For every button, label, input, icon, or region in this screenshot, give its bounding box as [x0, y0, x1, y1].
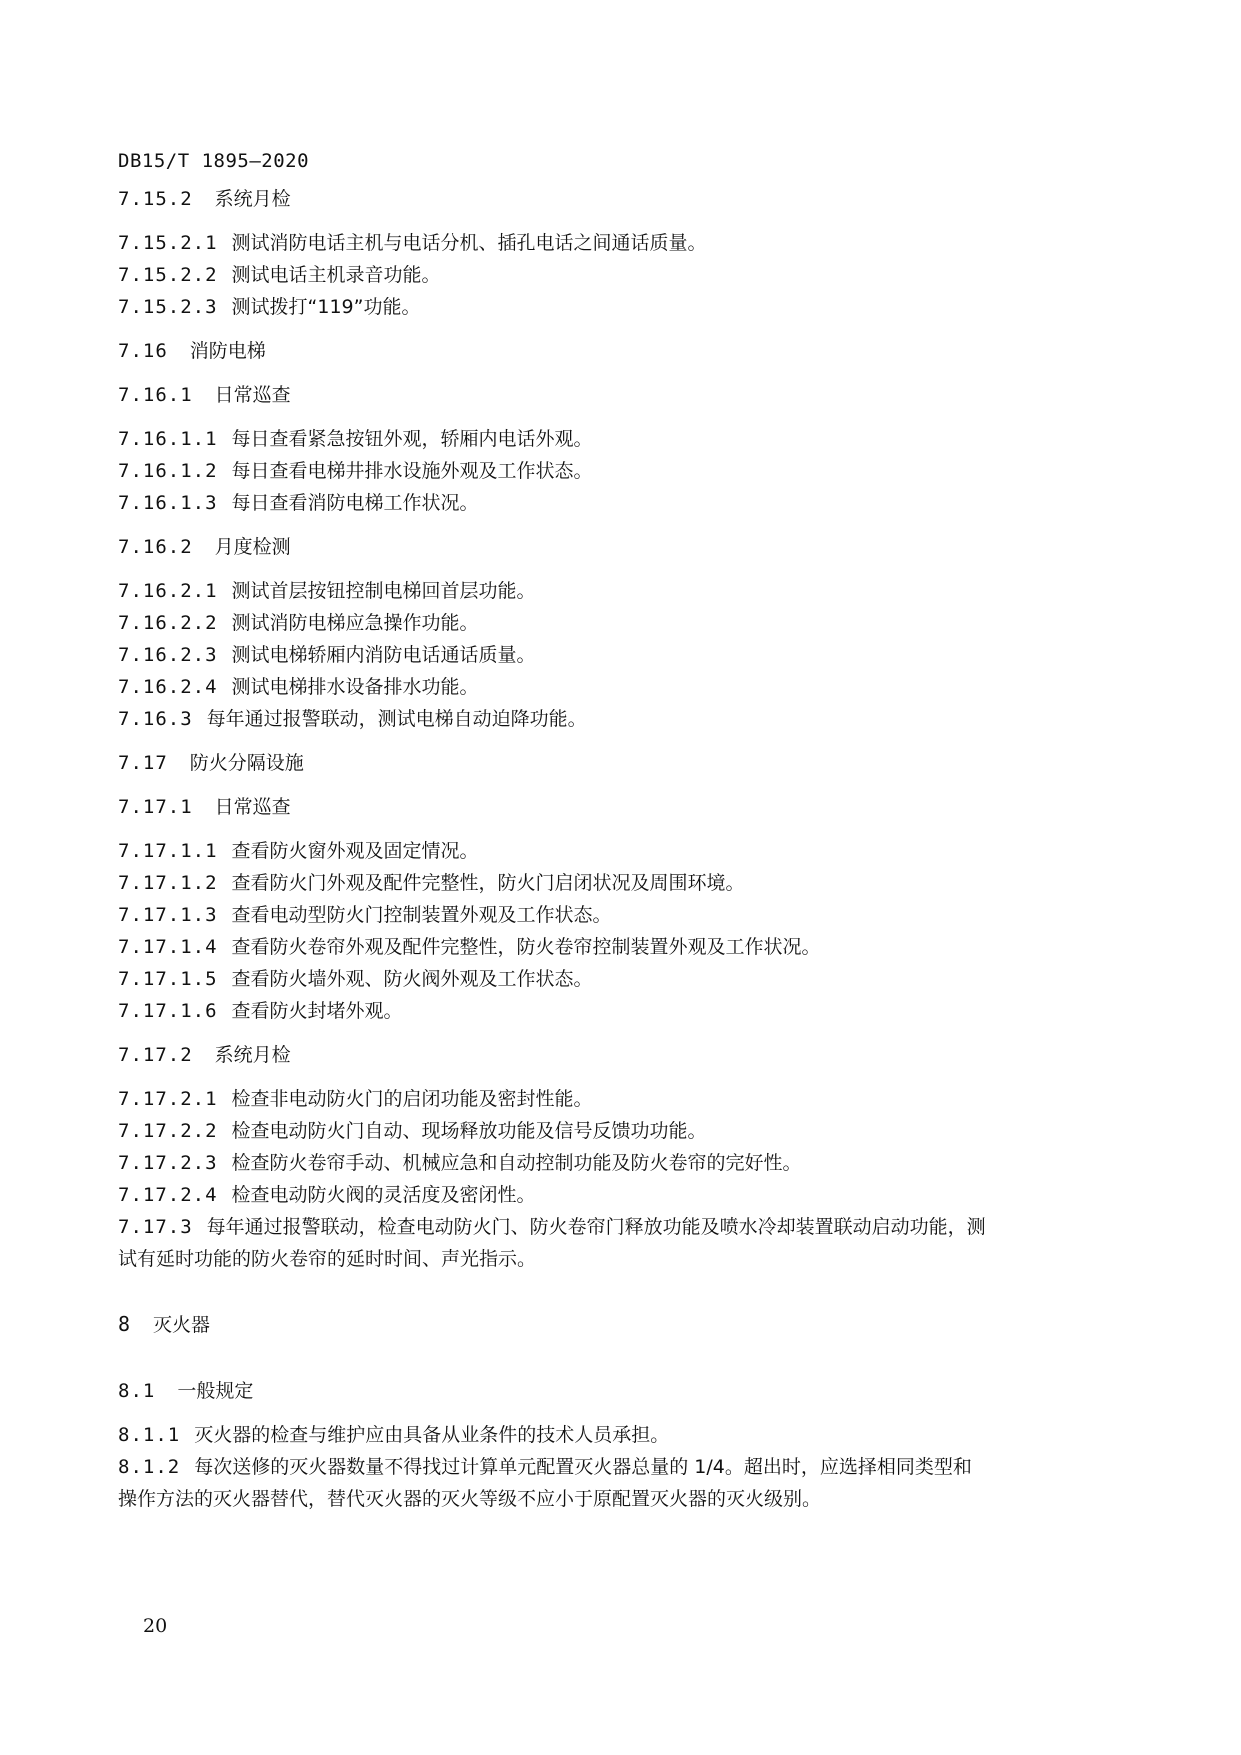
clause-number: 7.16.2.4 [118, 676, 218, 698]
clause-text: 检查电动防火门自动、现场释放功能及信号反馈功功能。 [231, 1120, 707, 1142]
clause-number: 7.17.2.1 [118, 1088, 218, 1110]
clause-number: 8.1.2 [118, 1456, 181, 1478]
clause-number: 7.16.2.3 [118, 644, 218, 666]
chapter-title: 灭火器 [153, 1314, 211, 1336]
clause-number: 7.15.2.1 [118, 232, 218, 254]
section-number: 8.1 [118, 1380, 156, 1402]
section-title: 消防电梯 [189, 340, 266, 362]
clause-text: 测试拨打“119”功能。 [231, 296, 421, 318]
clause-text: 每日查看电梯井排水设施外观及工作状态。 [231, 460, 593, 482]
clause-number: 7.17.1.2 [118, 872, 218, 894]
clause-number: 7.17.1.5 [118, 968, 218, 990]
clause-number: 7.17.1.6 [118, 1000, 218, 1022]
clause-text: 每次送修的灭火器数量不得找过计算单元配置灭火器总量的 1/4。超出时，应选择相同类型和 [194, 1456, 972, 1478]
clause-number: 7.17.2.4 [118, 1184, 218, 1206]
clause-line [118, 1212, 986, 1239]
clause-text: 测试电梯轿厢内消防电话通话质量。 [231, 644, 536, 666]
section-heading [118, 748, 304, 775]
clause-line [118, 672, 479, 699]
clause-text: 每日查看消防电梯工作状况。 [231, 492, 479, 514]
clause-number: 7.16.1.2 [118, 460, 218, 482]
clause-text: 试有延时功能的防火卷帘的延时时间、声光指示。 [118, 1248, 537, 1270]
clause-line [118, 868, 745, 895]
clause-continuation [118, 1244, 536, 1271]
clause-text: 查看防火门外观及配件完整性，防火门启闭状况及周围环境。 [231, 872, 745, 894]
clause-line [118, 608, 479, 635]
clause-line [118, 996, 403, 1023]
clause-number: 7.15.2.2 [118, 264, 218, 286]
clause-line [118, 456, 593, 483]
clause-text: 查看防火封堵外观。 [231, 1000, 403, 1022]
clause-number: 8.1.1 [118, 1424, 181, 1446]
clause-line [118, 1148, 802, 1175]
section-title: 系统月检 [214, 1044, 291, 1066]
clause-text: 测试消防电话主机与电话分机、插孔电话之间通话质量。 [231, 232, 707, 254]
clause-number: 7.16.2.1 [118, 580, 218, 602]
clause-number: 7.17.1.3 [118, 904, 218, 926]
section-number: 7.16.1 [118, 384, 193, 406]
clause-number: 7.15.2.3 [118, 296, 218, 318]
clause-line [118, 576, 536, 603]
clause-line [118, 704, 587, 731]
section-number: 7.17 [118, 752, 168, 774]
clause-text: 每年通过报警联动，测试电梯自动迫降功能。 [206, 708, 587, 730]
section-title: 防火分隔设施 [189, 752, 304, 774]
clause-text: 操作方法的灭火器替代，替代灭火器的灭火等级不应小于原配置灭火器的灭火级别。 [118, 1488, 822, 1510]
clause-number: 7.16.2.2 [118, 612, 218, 634]
clause-number: 7.17.2.3 [118, 1152, 218, 1174]
section-title: 系统月检 [214, 188, 291, 210]
clause-text: 每日查看紧急按钮外观，轿厢内电话外观。 [231, 428, 593, 450]
clause-number: 7.16.1.1 [118, 428, 218, 450]
section-number: 7.17.1 [118, 796, 193, 818]
section-heading [118, 1376, 253, 1403]
clause-text: 检查防火卷帘手动、机械应急和自动控制功能及防火卷帘的完好性。 [231, 1152, 802, 1174]
clause-text: 查看防火墙外观、防火阀外观及工作状态。 [231, 968, 593, 990]
clause-text: 检查非电动防火门的启闭功能及密封性能。 [231, 1088, 593, 1110]
section-title: 月度检测 [214, 536, 291, 558]
clause-line [118, 1420, 669, 1447]
section-heading [118, 184, 291, 211]
clause-text: 灭火器的检查与维护应由具备从业条件的技术人员承担。 [194, 1424, 670, 1446]
clause-text: 查看电动型防火门控制装置外观及工作状态。 [231, 904, 612, 926]
clause-text: 每年通过报警联动，检查电动防火门、防火卷帘门释放功能及喷水冷却装置联动启动功能，测 [206, 1216, 986, 1238]
section-heading [118, 532, 291, 559]
clause-number: 7.17.2.2 [118, 1120, 218, 1142]
clause-number: 7.16.3 [118, 708, 193, 730]
clause-text: 查看防火窗外观及固定情况。 [231, 840, 479, 862]
section-heading [118, 336, 266, 363]
clause-number: 7.17.1.1 [118, 840, 218, 862]
clause-text: 测试首层按钮控制电梯回首层功能。 [231, 580, 536, 602]
clause-line [118, 424, 593, 451]
section-number: 7.16.2 [118, 536, 193, 558]
clause-line [118, 1452, 972, 1479]
section-title: 日常巡查 [214, 384, 291, 406]
clause-line [118, 260, 441, 287]
clause-line [118, 228, 707, 255]
clause-line [118, 1180, 536, 1207]
clause-line [118, 488, 479, 515]
section-number: 7.17.2 [118, 1044, 193, 1066]
clause-text: 测试消防电梯应急操作功能。 [231, 612, 479, 634]
clause-text: 查看防火卷帘外观及配件完整性，防火卷帘控制装置外观及工作状况。 [231, 936, 821, 958]
clause-line [118, 1116, 707, 1143]
clause-line [118, 640, 536, 667]
section-title: 日常巡查 [214, 796, 291, 818]
clause-line [118, 836, 479, 863]
clause-line [118, 900, 612, 927]
clause-number: 7.17.1.4 [118, 936, 218, 958]
clause-number: 7.16.1.3 [118, 492, 218, 514]
chapter-number: 8 [118, 1312, 132, 1336]
section-heading [118, 380, 291, 407]
clause-line [118, 964, 593, 991]
section-number: 7.16 [118, 340, 168, 362]
clause-text: 测试电梯排水设备排水功能。 [231, 676, 479, 698]
document-code-header: DB15/T 1895—2020 [118, 150, 310, 172]
clause-continuation [118, 1484, 821, 1511]
chapter-heading [118, 1310, 210, 1337]
section-title: 一般规定 [177, 1380, 254, 1402]
clause-text: 检查电动防火阀的灵活度及密闭性。 [231, 1184, 536, 1206]
section-number: 7.15.2 [118, 188, 193, 210]
clause-line [118, 292, 420, 319]
page-number: 20 [143, 1615, 168, 1637]
clause-number: 7.17.3 [118, 1216, 193, 1238]
clause-line [118, 932, 821, 959]
clause-line [118, 1084, 593, 1111]
section-heading [118, 792, 291, 819]
section-heading [118, 1040, 291, 1067]
clause-text: 测试电话主机录音功能。 [231, 264, 441, 286]
